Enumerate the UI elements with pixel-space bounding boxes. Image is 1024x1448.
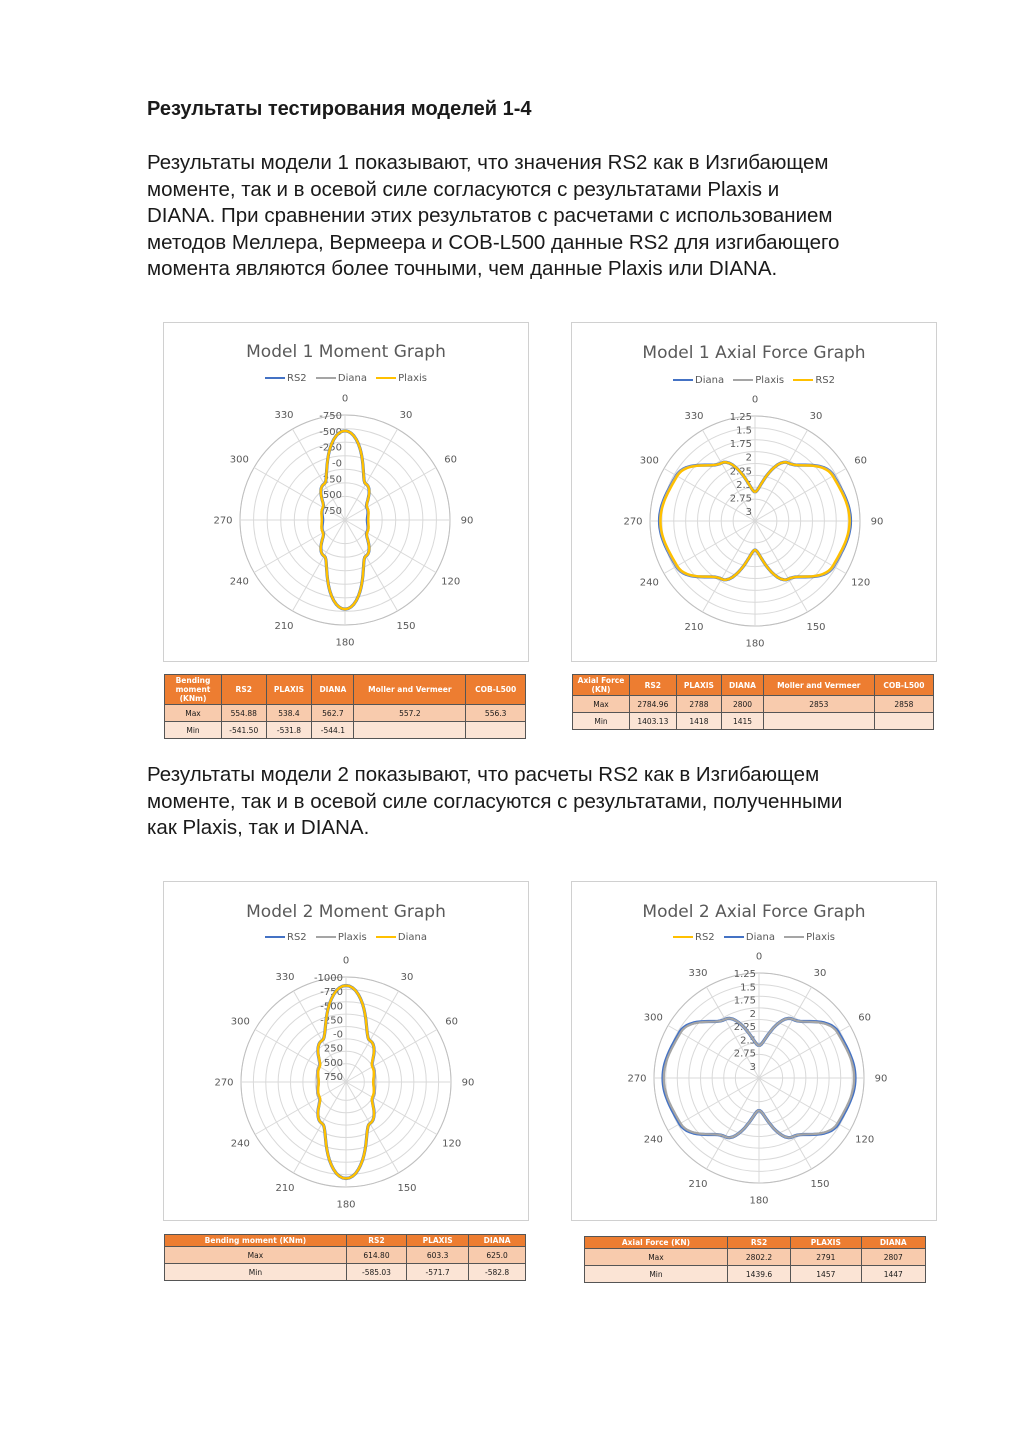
legend-label: RS2 [287, 932, 307, 943]
legend-label: Plaxis [755, 375, 785, 386]
radial-label: 250 [323, 1043, 343, 1055]
chart-title: Model 2 Moment Graph [246, 902, 446, 922]
angle-label: 210 [684, 622, 704, 634]
chart-title: Model 1 Moment Graph [246, 342, 446, 362]
angle-label: 330 [684, 410, 704, 422]
angle-label: 180 [749, 1195, 769, 1207]
angle-label: 120 [855, 1134, 875, 1146]
legend-label: Diana [695, 375, 725, 386]
table-cell: Max [585, 1249, 728, 1266]
table-row [165, 1247, 526, 1264]
angle-label: 180 [335, 637, 355, 649]
paragraph-model-1 [147, 150, 957, 283]
angle-label: 90 [461, 1077, 475, 1089]
model-1-moment-table [164, 674, 526, 739]
angle-label: 60 [854, 455, 868, 467]
grid-spoke [346, 1082, 437, 1135]
model-2-moment-chart [163, 881, 529, 1221]
angle-label: 270 [623, 516, 643, 528]
legend-label: Diana [745, 932, 775, 943]
angle-label: 180 [336, 1199, 356, 1211]
angle-label: 0 [342, 955, 350, 967]
table-cell: 538.4 [266, 705, 312, 722]
table-header-cell: RS2 [630, 675, 677, 696]
radial-label: 2.25 [729, 466, 752, 478]
table-header-cell: DIANA [312, 675, 354, 705]
legend-label: RS2 [695, 932, 715, 943]
radial-label: 250 [322, 474, 342, 486]
table-cell: 1439.6 [727, 1266, 790, 1283]
table-header-row [165, 1235, 526, 1247]
legend-label: RS2 [287, 373, 307, 384]
table-cell [763, 713, 874, 730]
radial-label: -500 [319, 426, 342, 438]
angle-label: 300 [229, 454, 249, 466]
paragraph-line: DIANA. При сравнении этих результатов с расчетами с использованием [147, 204, 833, 227]
angle-label: 270 [213, 515, 233, 527]
radial-label: 500 [323, 1057, 343, 1069]
table-cell: Max [165, 705, 222, 722]
table-header-cell: PLAXIS [791, 1237, 861, 1249]
model-1-axial-force-chart [571, 322, 937, 662]
table-header-cell: DIANA [861, 1237, 925, 1249]
table-cell: 625.0 [469, 1247, 526, 1264]
table-cell: -541.50 [222, 722, 267, 739]
radial-label: 1.5 [740, 982, 756, 994]
table-header-cell: DIANA [469, 1235, 526, 1247]
table-cell: Min [585, 1266, 728, 1283]
legend-label: Diana [337, 373, 367, 384]
section-heading: Результаты тестирования моделей 1-4 [147, 98, 532, 120]
paragraph-line: моменте, так и в осевой силе согласуются с результатами, полученными [147, 789, 843, 813]
table-cell: 2791 [791, 1249, 861, 1266]
table-header-cell: PLAXIS [676, 675, 722, 696]
angle-label: 240 [639, 577, 659, 589]
radial-label: -750 [320, 987, 343, 999]
paragraph-line: момента являются более точными, чем данные Plaxis или DIANA. [147, 257, 778, 280]
polar-plot [572, 323, 936, 661]
angle-label: 30 [809, 410, 823, 422]
model-2-axial-force-chart [571, 881, 937, 1221]
angle-label: 330 [275, 971, 295, 983]
table-cell: 556.3 [466, 705, 526, 722]
grid-spoke [255, 1082, 346, 1135]
table-cell: -585.03 [346, 1264, 406, 1281]
radial-label: 2 [749, 1008, 756, 1020]
table-header-cell: Moller and Vermeer [763, 675, 874, 696]
angle-label: 330 [688, 967, 708, 979]
angle-label: 210 [275, 1183, 295, 1195]
angle-label: 60 [858, 1012, 872, 1024]
radial-label: -0 [332, 458, 342, 470]
angle-label: 240 [643, 1134, 663, 1146]
angle-label: 30 [400, 971, 414, 983]
angle-label: 0 [751, 394, 759, 406]
table-header-row [585, 1237, 926, 1249]
table-cell: -544.1 [312, 722, 354, 739]
table-header-cell: RS2 [727, 1237, 790, 1249]
table-header-cell: Axial Force (KN) [585, 1237, 728, 1249]
radial-label: 1.25 [729, 412, 752, 423]
angle-label: 0 [341, 393, 349, 405]
polar-plot [164, 882, 528, 1220]
table-cell: 1403.13 [630, 713, 677, 730]
legend-label: Diana [397, 932, 427, 943]
radial-label: 1.75 [729, 439, 752, 451]
angle-label: 270 [627, 1073, 647, 1085]
radial-label: 2.25 [733, 1022, 756, 1034]
table-cell: 554.88 [222, 705, 267, 722]
paragraph-line: как Plaxis, так и DIANA. [147, 816, 370, 839]
paragraph-line: Результаты модели 1 показывают, что значения RS2 как в Изгибающем [147, 151, 829, 174]
table-row [573, 696, 934, 713]
radial-label: -500 [320, 1001, 343, 1013]
table-header-cell: PLAXIS [266, 675, 312, 705]
table-cell: 562.7 [312, 705, 354, 722]
table-cell: 2800 [722, 696, 764, 713]
table-row [165, 722, 526, 739]
radial-label: 3 [749, 1062, 756, 1073]
radial-label: 1.25 [733, 969, 756, 980]
table-cell: -531.8 [266, 722, 312, 739]
angle-label: 30 [399, 409, 413, 421]
table-header-cell: Bending moment (KNm) [165, 675, 222, 705]
table-header-cell: COB-L500 [874, 675, 933, 696]
table-cell: Min [573, 713, 630, 730]
table-header-cell: DIANA [722, 675, 764, 696]
angle-label: 210 [688, 1179, 708, 1191]
table-row [165, 1264, 526, 1281]
table-cell: 2802.2 [727, 1249, 790, 1266]
legend-label: Plaxis [806, 932, 835, 943]
paragraph-line: методов Меллера, Вермеера и COB-L500 данные RS2 для изгибающего [147, 230, 840, 254]
chart-title: Model 2 Axial Force Graph [642, 902, 866, 922]
table-header-cell: RS2 [222, 675, 267, 705]
chart-title: Model 1 Axial Force Graph [642, 343, 866, 363]
polar-plot [164, 323, 528, 661]
angle-label: 210 [274, 621, 294, 633]
angle-label: 90 [460, 515, 474, 527]
table-cell: 1415 [722, 713, 764, 730]
angle-label: 0 [755, 951, 763, 963]
radial-label: 2.75 [733, 1048, 756, 1060]
table-cell: 1418 [676, 713, 722, 730]
table-cell: 2784.96 [630, 696, 677, 713]
angle-label: 240 [230, 1138, 250, 1150]
table-header-cell: Moller and Vermeer [354, 675, 466, 705]
table-cell: Min [165, 1264, 347, 1281]
angle-label: 270 [214, 1077, 234, 1089]
table-row [165, 705, 526, 722]
table-cell: 557.2 [354, 705, 466, 722]
angle-label: 90 [870, 516, 884, 528]
table-cell [466, 722, 526, 739]
model-1-axial-force-table [572, 674, 934, 730]
angle-label: 120 [442, 1138, 462, 1150]
model-2-axial-force-table [584, 1236, 926, 1283]
radial-label: 1.5 [736, 425, 752, 437]
angle-label: 90 [874, 1073, 888, 1085]
angle-label: 120 [441, 576, 461, 588]
radial-label: 500 [322, 490, 342, 502]
model-2-moment-table [164, 1234, 526, 1281]
angle-label: 60 [445, 1016, 459, 1028]
table-header-cell: Bending moment (KNm) [165, 1235, 347, 1247]
angle-label: 60 [444, 454, 458, 466]
angle-label: 30 [813, 967, 827, 979]
radial-label: 1.75 [733, 995, 756, 1007]
radial-label: 750 [322, 506, 342, 517]
angle-label: 300 [643, 1012, 663, 1024]
legend-label: RS2 [815, 375, 835, 386]
angle-label: 330 [274, 409, 294, 421]
table-header-row [573, 675, 934, 696]
table-cell: -571.7 [407, 1264, 469, 1281]
angle-label: 150 [810, 1179, 830, 1191]
polar-plot [572, 882, 936, 1220]
model-1-moment-chart [163, 322, 529, 662]
table-cell: Max [573, 696, 630, 713]
radial-label: -250 [320, 1015, 343, 1027]
paragraph-model-2 [147, 762, 957, 842]
table-row [573, 713, 934, 730]
angle-label: 300 [639, 455, 659, 467]
table-row [585, 1266, 926, 1283]
angle-label: 150 [806, 622, 826, 634]
radial-label: -1000 [313, 973, 343, 984]
table-row [585, 1249, 926, 1266]
table-cell: 2853 [763, 696, 874, 713]
radial-label: -0 [333, 1029, 343, 1041]
paragraph-line: моменте, так и в осевой силе согласуются с результатами Plaxis и [147, 177, 780, 201]
table-cell: 1447 [861, 1266, 925, 1283]
radial-label: 2.75 [729, 493, 752, 505]
radial-label: 3 [745, 507, 752, 518]
table-cell [874, 713, 933, 730]
table-header-cell: Axial Force (KN) [573, 675, 630, 696]
radial-label: 2.5 [736, 479, 752, 491]
table-cell: 2788 [676, 696, 722, 713]
table-header-cell: RS2 [346, 1235, 406, 1247]
angle-label: 150 [397, 1183, 417, 1195]
angle-label: 300 [230, 1016, 250, 1028]
table-cell: -582.8 [469, 1264, 526, 1281]
table-header-row [165, 675, 526, 705]
table-cell: Min [165, 722, 222, 739]
table-cell: 603.3 [407, 1247, 469, 1264]
table-cell: Max [165, 1247, 347, 1264]
grid-spoke [346, 1030, 437, 1083]
radial-label: 750 [323, 1072, 343, 1083]
angle-label: 150 [396, 621, 416, 633]
legend-label: Plaxis [398, 373, 427, 384]
radial-label: -250 [319, 442, 342, 454]
table-cell [354, 722, 466, 739]
table-cell: 2858 [874, 696, 933, 713]
table-header-cell: PLAXIS [407, 1235, 469, 1247]
radial-label: -750 [319, 411, 342, 422]
table-cell: 1457 [791, 1266, 861, 1283]
angle-label: 120 [851, 577, 871, 589]
table-header-cell: COB-L500 [466, 675, 526, 705]
angle-label: 240 [229, 576, 249, 588]
radial-label: 2 [745, 452, 752, 464]
table-cell: 2807 [861, 1249, 925, 1266]
paragraph-line: Результаты модели 2 показывают, что расчеты RS2 как в Изгибающем [147, 763, 820, 786]
legend-label: Plaxis [337, 932, 367, 943]
angle-label: 180 [745, 638, 765, 650]
radial-label: 2.5 [740, 1035, 756, 1047]
table-cell: 614.80 [346, 1247, 406, 1264]
